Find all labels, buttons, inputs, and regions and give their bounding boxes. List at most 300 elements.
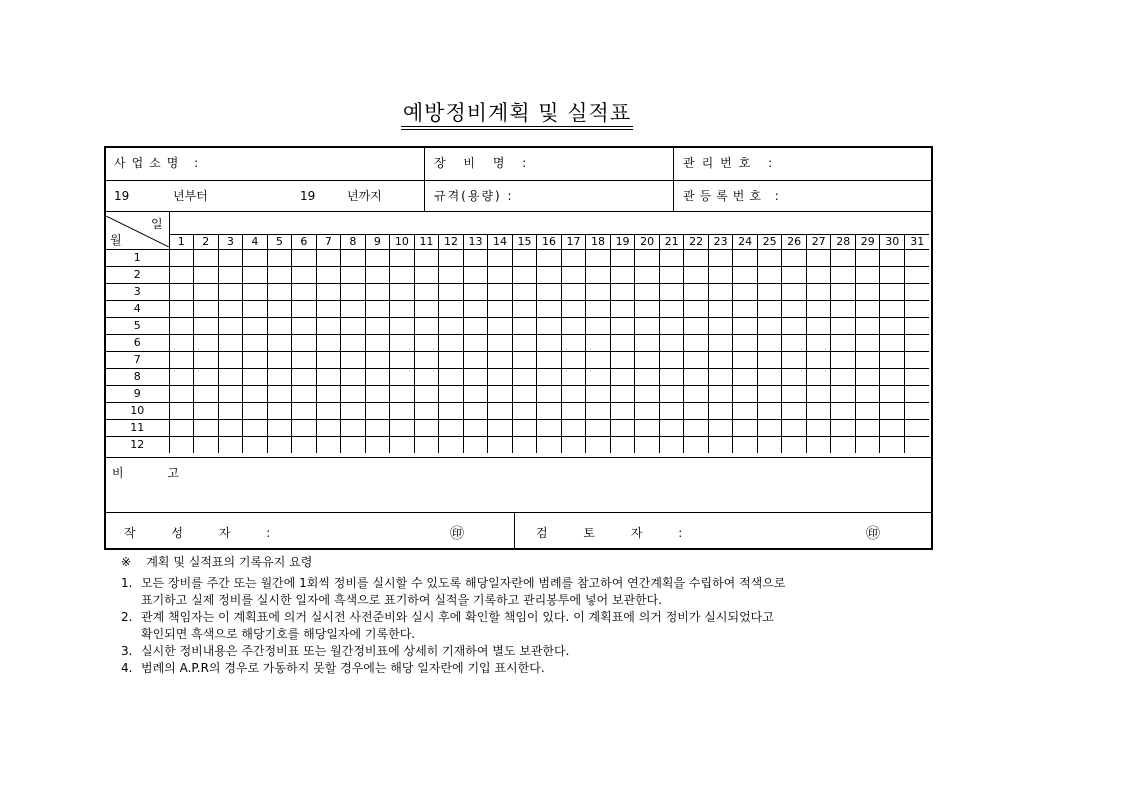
schedule-cell[interactable] (292, 420, 317, 437)
schedule-cell[interactable] (855, 403, 880, 420)
schedule-cell[interactable] (610, 420, 635, 437)
schedule-cell[interactable] (292, 352, 317, 369)
schedule-cell[interactable] (169, 318, 194, 335)
schedule-cell[interactable] (635, 403, 660, 420)
schedule-cell[interactable] (880, 250, 905, 267)
schedule-cell[interactable] (684, 403, 709, 420)
schedule-cell[interactable] (341, 403, 366, 420)
schedule-cell[interactable] (365, 318, 390, 335)
schedule-cell[interactable] (561, 318, 586, 335)
schedule-cell[interactable] (684, 437, 709, 454)
schedule-cell[interactable] (708, 335, 733, 352)
schedule-cell[interactable] (218, 250, 243, 267)
schedule-cell[interactable] (684, 335, 709, 352)
schedule-cell[interactable] (169, 403, 194, 420)
schedule-cell[interactable] (341, 437, 366, 454)
schedule-cell[interactable] (905, 352, 930, 369)
schedule-cell[interactable] (218, 335, 243, 352)
schedule-cell[interactable] (610, 250, 635, 267)
schedule-cell[interactable] (586, 437, 611, 454)
schedule-cell[interactable] (831, 335, 856, 352)
schedule-cell[interactable] (635, 386, 660, 403)
schedule-cell[interactable] (341, 352, 366, 369)
schedule-cell[interactable] (537, 267, 562, 284)
schedule-cell[interactable] (831, 437, 856, 454)
schedule-cell[interactable] (194, 420, 219, 437)
schedule-cell[interactable] (512, 369, 537, 386)
schedule-cell[interactable] (488, 267, 513, 284)
schedule-cell[interactable] (610, 335, 635, 352)
schedule-cell[interactable] (390, 267, 415, 284)
schedule-cell[interactable] (708, 437, 733, 454)
schedule-cell[interactable] (684, 267, 709, 284)
schedule-cell[interactable] (218, 386, 243, 403)
schedule-cell[interactable] (635, 284, 660, 301)
schedule-cell[interactable] (512, 250, 537, 267)
schedule-cell[interactable] (684, 284, 709, 301)
schedule-cell[interactable] (243, 267, 268, 284)
schedule-cell[interactable] (708, 369, 733, 386)
schedule-cell[interactable] (806, 318, 831, 335)
schedule-cell[interactable] (831, 318, 856, 335)
schedule-cell[interactable] (659, 250, 684, 267)
schedule-cell[interactable] (488, 318, 513, 335)
schedule-cell[interactable] (169, 420, 194, 437)
schedule-cell[interactable] (414, 284, 439, 301)
schedule-cell[interactable] (218, 301, 243, 318)
schedule-cell[interactable] (292, 335, 317, 352)
schedule-cell[interactable] (659, 352, 684, 369)
schedule-cell[interactable] (905, 369, 930, 386)
schedule-cell[interactable] (243, 437, 268, 454)
schedule-cell[interactable] (512, 301, 537, 318)
schedule-cell[interactable] (782, 335, 807, 352)
schedule-cell[interactable] (855, 386, 880, 403)
schedule-cell[interactable] (414, 352, 439, 369)
schedule-cell[interactable] (194, 318, 219, 335)
schedule-cell[interactable] (414, 267, 439, 284)
schedule-cell[interactable] (512, 267, 537, 284)
schedule-cell[interactable] (414, 437, 439, 454)
schedule-cell[interactable] (267, 284, 292, 301)
schedule-cell[interactable] (267, 437, 292, 454)
schedule-cell[interactable] (512, 318, 537, 335)
schedule-cell[interactable] (757, 420, 782, 437)
schedule-cell[interactable] (855, 250, 880, 267)
schedule-cell[interactable] (537, 335, 562, 352)
schedule-cell[interactable] (806, 369, 831, 386)
schedule-cell[interactable] (537, 318, 562, 335)
schedule-cell[interactable] (708, 403, 733, 420)
schedule-cell[interactable] (757, 352, 782, 369)
schedule-cell[interactable] (561, 403, 586, 420)
schedule-cell[interactable] (169, 284, 194, 301)
schedule-cell[interactable] (267, 335, 292, 352)
schedule-cell[interactable] (292, 369, 317, 386)
schedule-cell[interactable] (586, 335, 611, 352)
schedule-cell[interactable] (586, 318, 611, 335)
schedule-cell[interactable] (537, 250, 562, 267)
schedule-cell[interactable] (439, 301, 464, 318)
schedule-cell[interactable] (365, 301, 390, 318)
schedule-cell[interactable] (880, 267, 905, 284)
schedule-cell[interactable] (708, 318, 733, 335)
schedule-cell[interactable] (855, 437, 880, 454)
schedule-cell[interactable] (757, 403, 782, 420)
schedule-cell[interactable] (390, 420, 415, 437)
schedule-cell[interactable] (316, 318, 341, 335)
schedule-cell[interactable] (561, 335, 586, 352)
schedule-cell[interactable] (733, 284, 758, 301)
schedule-cell[interactable] (659, 335, 684, 352)
schedule-cell[interactable] (439, 437, 464, 454)
schedule-cell[interactable] (586, 284, 611, 301)
schedule-cell[interactable] (610, 267, 635, 284)
schedule-cell[interactable] (537, 369, 562, 386)
schedule-cell[interactable] (733, 352, 758, 369)
schedule-cell[interactable] (463, 335, 488, 352)
schedule-cell[interactable] (806, 250, 831, 267)
schedule-cell[interactable] (488, 386, 513, 403)
schedule-cell[interactable] (635, 250, 660, 267)
schedule-cell[interactable] (390, 250, 415, 267)
schedule-cell[interactable] (905, 284, 930, 301)
schedule-cell[interactable] (218, 437, 243, 454)
schedule-cell[interactable] (659, 403, 684, 420)
schedule-cell[interactable] (806, 267, 831, 284)
schedule-cell[interactable] (414, 403, 439, 420)
schedule-cell[interactable] (512, 352, 537, 369)
schedule-cell[interactable] (659, 301, 684, 318)
schedule-cell[interactable] (659, 420, 684, 437)
schedule-cell[interactable] (194, 284, 219, 301)
schedule-cell[interactable] (586, 386, 611, 403)
schedule-cell[interactable] (610, 403, 635, 420)
schedule-cell[interactable] (218, 403, 243, 420)
schedule-cell[interactable] (439, 267, 464, 284)
schedule-cell[interactable] (267, 352, 292, 369)
schedule-cell[interactable] (169, 369, 194, 386)
schedule-cell[interactable] (365, 369, 390, 386)
schedule-cell[interactable] (561, 352, 586, 369)
schedule-cell[interactable] (316, 284, 341, 301)
schedule-cell[interactable] (708, 250, 733, 267)
schedule-cell[interactable] (880, 318, 905, 335)
schedule-cell[interactable] (365, 403, 390, 420)
schedule-cell[interactable] (439, 352, 464, 369)
schedule-cell[interactable] (855, 420, 880, 437)
schedule-cell[interactable] (586, 352, 611, 369)
schedule-cell[interactable] (390, 386, 415, 403)
schedule-cell[interactable] (905, 250, 930, 267)
schedule-cell[interactable] (316, 369, 341, 386)
schedule-cell[interactable] (267, 267, 292, 284)
schedule-cell[interactable] (267, 301, 292, 318)
schedule-cell[interactable] (316, 250, 341, 267)
schedule-cell[interactable] (341, 250, 366, 267)
schedule-cell[interactable] (610, 318, 635, 335)
schedule-cell[interactable] (831, 403, 856, 420)
schedule-cell[interactable] (267, 420, 292, 437)
schedule-cell[interactable] (267, 403, 292, 420)
schedule-cell[interactable] (488, 420, 513, 437)
schedule-cell[interactable] (316, 301, 341, 318)
schedule-cell[interactable] (831, 267, 856, 284)
schedule-cell[interactable] (684, 352, 709, 369)
schedule-cell[interactable] (806, 352, 831, 369)
schedule-cell[interactable] (537, 301, 562, 318)
schedule-cell[interactable] (782, 250, 807, 267)
schedule-cell[interactable] (586, 403, 611, 420)
schedule-cell[interactable] (880, 301, 905, 318)
schedule-cell[interactable] (880, 403, 905, 420)
schedule-cell[interactable] (341, 335, 366, 352)
schedule-cell[interactable] (463, 284, 488, 301)
schedule-cell[interactable] (635, 437, 660, 454)
schedule-cell[interactable] (782, 284, 807, 301)
schedule-cell[interactable] (463, 369, 488, 386)
schedule-cell[interactable] (659, 437, 684, 454)
schedule-cell[interactable] (733, 335, 758, 352)
schedule-cell[interactable] (684, 369, 709, 386)
schedule-cell[interactable] (610, 437, 635, 454)
schedule-cell[interactable] (218, 267, 243, 284)
schedule-cell[interactable] (708, 301, 733, 318)
schedule-cell[interactable] (782, 403, 807, 420)
schedule-cell[interactable] (488, 369, 513, 386)
schedule-cell[interactable] (757, 284, 782, 301)
schedule-cell[interactable] (905, 301, 930, 318)
schedule-cell[interactable] (659, 369, 684, 386)
schedule-cell[interactable] (880, 386, 905, 403)
schedule-cell[interactable] (537, 352, 562, 369)
schedule-cell[interactable] (169, 301, 194, 318)
schedule-cell[interactable] (855, 369, 880, 386)
schedule-cell[interactable] (243, 386, 268, 403)
schedule-cell[interactable] (757, 267, 782, 284)
schedule-cell[interactable] (488, 335, 513, 352)
schedule-cell[interactable] (757, 369, 782, 386)
schedule-cell[interactable] (782, 318, 807, 335)
schedule-cell[interactable] (659, 318, 684, 335)
schedule-cell[interactable] (855, 352, 880, 369)
schedule-cell[interactable] (733, 318, 758, 335)
schedule-cell[interactable] (855, 335, 880, 352)
schedule-cell[interactable] (831, 284, 856, 301)
schedule-cell[interactable] (684, 301, 709, 318)
schedule-cell[interactable] (194, 267, 219, 284)
schedule-cell[interactable] (365, 284, 390, 301)
schedule-cell[interactable] (512, 335, 537, 352)
schedule-cell[interactable] (635, 369, 660, 386)
schedule-cell[interactable] (512, 420, 537, 437)
schedule-cell[interactable] (488, 437, 513, 454)
schedule-cell[interactable] (537, 437, 562, 454)
schedule-cell[interactable] (341, 301, 366, 318)
schedule-cell[interactable] (708, 284, 733, 301)
schedule-cell[interactable] (708, 420, 733, 437)
schedule-cell[interactable] (169, 386, 194, 403)
schedule-cell[interactable] (267, 318, 292, 335)
schedule-cell[interactable] (757, 250, 782, 267)
schedule-cell[interactable] (880, 335, 905, 352)
schedule-cell[interactable] (439, 386, 464, 403)
schedule-cell[interactable] (463, 250, 488, 267)
schedule-cell[interactable] (905, 437, 930, 454)
schedule-cell[interactable] (880, 437, 905, 454)
schedule-cell[interactable] (537, 386, 562, 403)
schedule-cell[interactable] (635, 352, 660, 369)
schedule-cell[interactable] (610, 369, 635, 386)
schedule-cell[interactable] (708, 267, 733, 284)
schedule-cell[interactable] (537, 403, 562, 420)
schedule-cell[interactable] (831, 352, 856, 369)
schedule-cell[interactable] (439, 250, 464, 267)
schedule-cell[interactable] (855, 318, 880, 335)
schedule-cell[interactable] (341, 386, 366, 403)
schedule-cell[interactable] (243, 420, 268, 437)
schedule-cell[interactable] (586, 369, 611, 386)
schedule-cell[interactable] (194, 250, 219, 267)
schedule-cell[interactable] (316, 420, 341, 437)
schedule-cell[interactable] (488, 403, 513, 420)
schedule-cell[interactable] (243, 301, 268, 318)
schedule-cell[interactable] (292, 403, 317, 420)
schedule-cell[interactable] (684, 250, 709, 267)
schedule-cell[interactable] (806, 335, 831, 352)
schedule-cell[interactable] (316, 267, 341, 284)
schedule-cell[interactable] (194, 386, 219, 403)
schedule-cell[interactable] (243, 284, 268, 301)
schedule-cell[interactable] (292, 250, 317, 267)
schedule-cell[interactable] (512, 403, 537, 420)
schedule-cell[interactable] (390, 352, 415, 369)
schedule-cell[interactable] (439, 420, 464, 437)
schedule-cell[interactable] (267, 369, 292, 386)
schedule-cell[interactable] (586, 301, 611, 318)
schedule-cell[interactable] (169, 267, 194, 284)
schedule-cell[interactable] (316, 403, 341, 420)
schedule-cell[interactable] (537, 284, 562, 301)
schedule-cell[interactable] (635, 267, 660, 284)
schedule-cell[interactable] (390, 437, 415, 454)
schedule-cell[interactable] (782, 369, 807, 386)
schedule-cell[interactable] (806, 301, 831, 318)
schedule-cell[interactable] (365, 267, 390, 284)
schedule-cell[interactable] (905, 386, 930, 403)
schedule-cell[interactable] (610, 284, 635, 301)
schedule-cell[interactable] (880, 284, 905, 301)
schedule-cell[interactable] (610, 301, 635, 318)
schedule-cell[interactable] (292, 301, 317, 318)
schedule-cell[interactable] (855, 301, 880, 318)
schedule-cell[interactable] (561, 386, 586, 403)
schedule-cell[interactable] (439, 369, 464, 386)
schedule-cell[interactable] (561, 284, 586, 301)
schedule-cell[interactable] (218, 369, 243, 386)
schedule-cell[interactable] (782, 437, 807, 454)
schedule-cell[interactable] (488, 250, 513, 267)
schedule-cell[interactable] (439, 318, 464, 335)
schedule-cell[interactable] (659, 267, 684, 284)
schedule-cell[interactable] (194, 437, 219, 454)
schedule-cell[interactable] (194, 335, 219, 352)
schedule-cell[interactable] (708, 352, 733, 369)
schedule-cell[interactable] (659, 386, 684, 403)
schedule-cell[interactable] (316, 352, 341, 369)
schedule-cell[interactable] (733, 386, 758, 403)
schedule-cell[interactable] (341, 284, 366, 301)
schedule-cell[interactable] (905, 267, 930, 284)
schedule-cell[interactable] (880, 369, 905, 386)
schedule-cell[interactable] (610, 352, 635, 369)
schedule-cell[interactable] (463, 301, 488, 318)
schedule-cell[interactable] (439, 284, 464, 301)
schedule-cell[interactable] (169, 437, 194, 454)
schedule-cell[interactable] (782, 267, 807, 284)
schedule-cell[interactable] (488, 301, 513, 318)
schedule-cell[interactable] (292, 318, 317, 335)
schedule-cell[interactable] (463, 437, 488, 454)
schedule-cell[interactable] (341, 369, 366, 386)
schedule-cell[interactable] (684, 420, 709, 437)
schedule-cell[interactable] (561, 420, 586, 437)
schedule-cell[interactable] (512, 437, 537, 454)
schedule-cell[interactable] (365, 386, 390, 403)
schedule-cell[interactable] (733, 369, 758, 386)
schedule-cell[interactable] (414, 420, 439, 437)
schedule-cell[interactable] (218, 420, 243, 437)
schedule-cell[interactable] (267, 386, 292, 403)
schedule-cell[interactable] (561, 369, 586, 386)
schedule-cell[interactable] (757, 301, 782, 318)
schedule-cell[interactable] (806, 420, 831, 437)
schedule-cell[interactable] (561, 267, 586, 284)
schedule-cell[interactable] (414, 386, 439, 403)
schedule-cell[interactable] (414, 250, 439, 267)
schedule-cell[interactable] (733, 437, 758, 454)
schedule-cell[interactable] (512, 284, 537, 301)
schedule-cell[interactable] (561, 437, 586, 454)
schedule-cell[interactable] (365, 437, 390, 454)
schedule-cell[interactable] (831, 369, 856, 386)
schedule-cell[interactable] (390, 284, 415, 301)
schedule-cell[interactable] (806, 403, 831, 420)
schedule-cell[interactable] (782, 301, 807, 318)
schedule-cell[interactable] (316, 386, 341, 403)
schedule-cell[interactable] (757, 437, 782, 454)
schedule-cell[interactable] (733, 267, 758, 284)
schedule-cell[interactable] (855, 267, 880, 284)
schedule-cell[interactable] (635, 318, 660, 335)
schedule-cell[interactable] (243, 318, 268, 335)
schedule-cell[interactable] (218, 352, 243, 369)
schedule-cell[interactable] (292, 386, 317, 403)
schedule-cell[interactable] (782, 420, 807, 437)
schedule-cell[interactable] (218, 318, 243, 335)
schedule-cell[interactable] (757, 386, 782, 403)
schedule-cell[interactable] (341, 267, 366, 284)
schedule-cell[interactable] (782, 352, 807, 369)
schedule-cell[interactable] (414, 335, 439, 352)
schedule-cell[interactable] (831, 301, 856, 318)
schedule-cell[interactable] (439, 403, 464, 420)
schedule-cell[interactable] (635, 420, 660, 437)
schedule-cell[interactable] (243, 352, 268, 369)
schedule-cell[interactable] (561, 301, 586, 318)
schedule-cell[interactable] (243, 403, 268, 420)
schedule-cell[interactable] (169, 250, 194, 267)
